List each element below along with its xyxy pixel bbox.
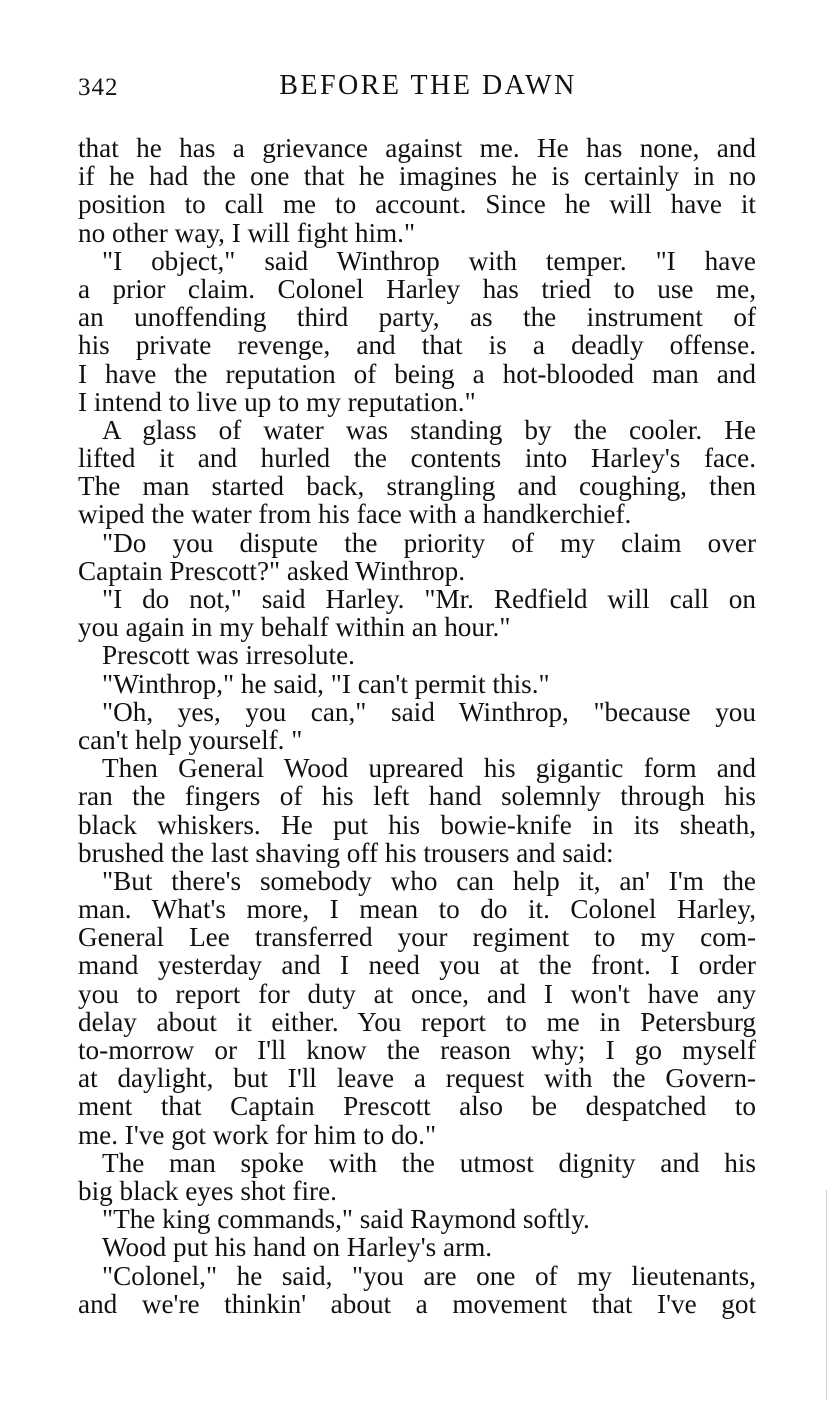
body-text: [78, 134, 756, 1318]
text-line: mand yesterday and I need you at the front. I order: [78, 950, 756, 981]
text-line: that he has a grievance against me. He has none, and: [78, 133, 756, 163]
text-line: an unoffending third party, as the instrument of: [78, 302, 756, 333]
text-line: I intend to live up to my reputation.": [78, 386, 476, 417]
text-line: "Do you dispute the priority of my claim over: [102, 527, 756, 558]
text-line: Wood put his hand on Harley's arm.: [102, 1232, 493, 1263]
text-line: "I object," said Winthrop with temper. "I have: [102, 245, 756, 276]
text-line: his private revenge, and that is a deadly offense.: [78, 330, 756, 361]
text-line: you again in my behalf within an hour.": [78, 612, 511, 643]
text-line: if he had the one that he imagines he is certainly in no: [78, 161, 756, 192]
text-line: ran the fingers of his left hand solemnly through his: [78, 781, 756, 812]
text-line: The man spoke with the utmost dignity and his: [102, 1147, 756, 1178]
text-line: Prescott was irresolute.: [102, 640, 355, 671]
text-line: A glass of water was standing by the cooler. He: [102, 414, 756, 445]
text-line: General Lee transferred your regiment to my com-: [78, 922, 756, 953]
text-line: me. I've got work for him to do.": [78, 1119, 437, 1150]
text-line: The man started back, strangling and coughing, then: [78, 471, 756, 502]
text-line: man. What's more, I mean to do it. Colonel Harley,: [78, 894, 756, 925]
text-line: "But there's somebody who can help it, an' I'm the: [102, 865, 756, 896]
text-line: position to call me to account. Since he will have it: [78, 189, 756, 220]
text-line: lifted it and hurled the contents into Harley's face.: [78, 443, 756, 474]
page-edge-shadow: [826, 1190, 827, 1400]
text-line: brushed the last shaving off his trousers and said:: [78, 837, 614, 868]
page-number: 342: [78, 74, 119, 101]
text-line: a prior claim. Colonel Harley has tried to use me,: [78, 273, 756, 304]
text-line: at daylight, but I'll leave a request with the Govern-: [78, 1063, 756, 1094]
text-line: "Oh, yes, you can," said Winthrop, "because you: [102, 696, 756, 727]
text-line: to-morrow or I'll know the reason why; I go myself: [78, 1035, 756, 1065]
text-line: "Colonel," he said, "you are one of my lieutenants,: [102, 1260, 756, 1291]
text-line: "I do not," said Harley. "Mr. Redfield will call on: [102, 584, 756, 614]
text-line: big black eyes shot fire.: [78, 1175, 337, 1206]
text-line: black whiskers. He put his bowie-knife in its sheath,: [78, 809, 756, 840]
running-head: [78, 66, 756, 106]
text-line: delay about it either. You report to me in Petersburg: [78, 1006, 756, 1037]
text-line: and we're thinkin' about a movement that I've got: [78, 1288, 756, 1319]
text-line: "Winthrop," he said, "I can't permit this.": [102, 668, 550, 699]
text-line: no other way, I will fight him.": [78, 217, 416, 248]
text-line: Captain Prescott?" asked Winthrop.: [78, 555, 466, 586]
text-line: I have the reputation of being a hot-blooded man and: [78, 358, 756, 389]
running-title: BEFORE THE DAWN: [279, 70, 577, 101]
text-line: ment that Captain Prescott also be despatched to: [78, 1091, 756, 1122]
text-line: Then General Wood upreared his gigantic form and: [102, 753, 756, 784]
text-line: wiped the water from his face with a handkerchief.: [78, 499, 632, 530]
text-line: can't help yourself. ": [78, 724, 303, 755]
text-line: you to report for duty at once, and I won't have any: [78, 978, 756, 1009]
text-line: "The king commands," said Raymond softly.: [102, 1204, 590, 1235]
